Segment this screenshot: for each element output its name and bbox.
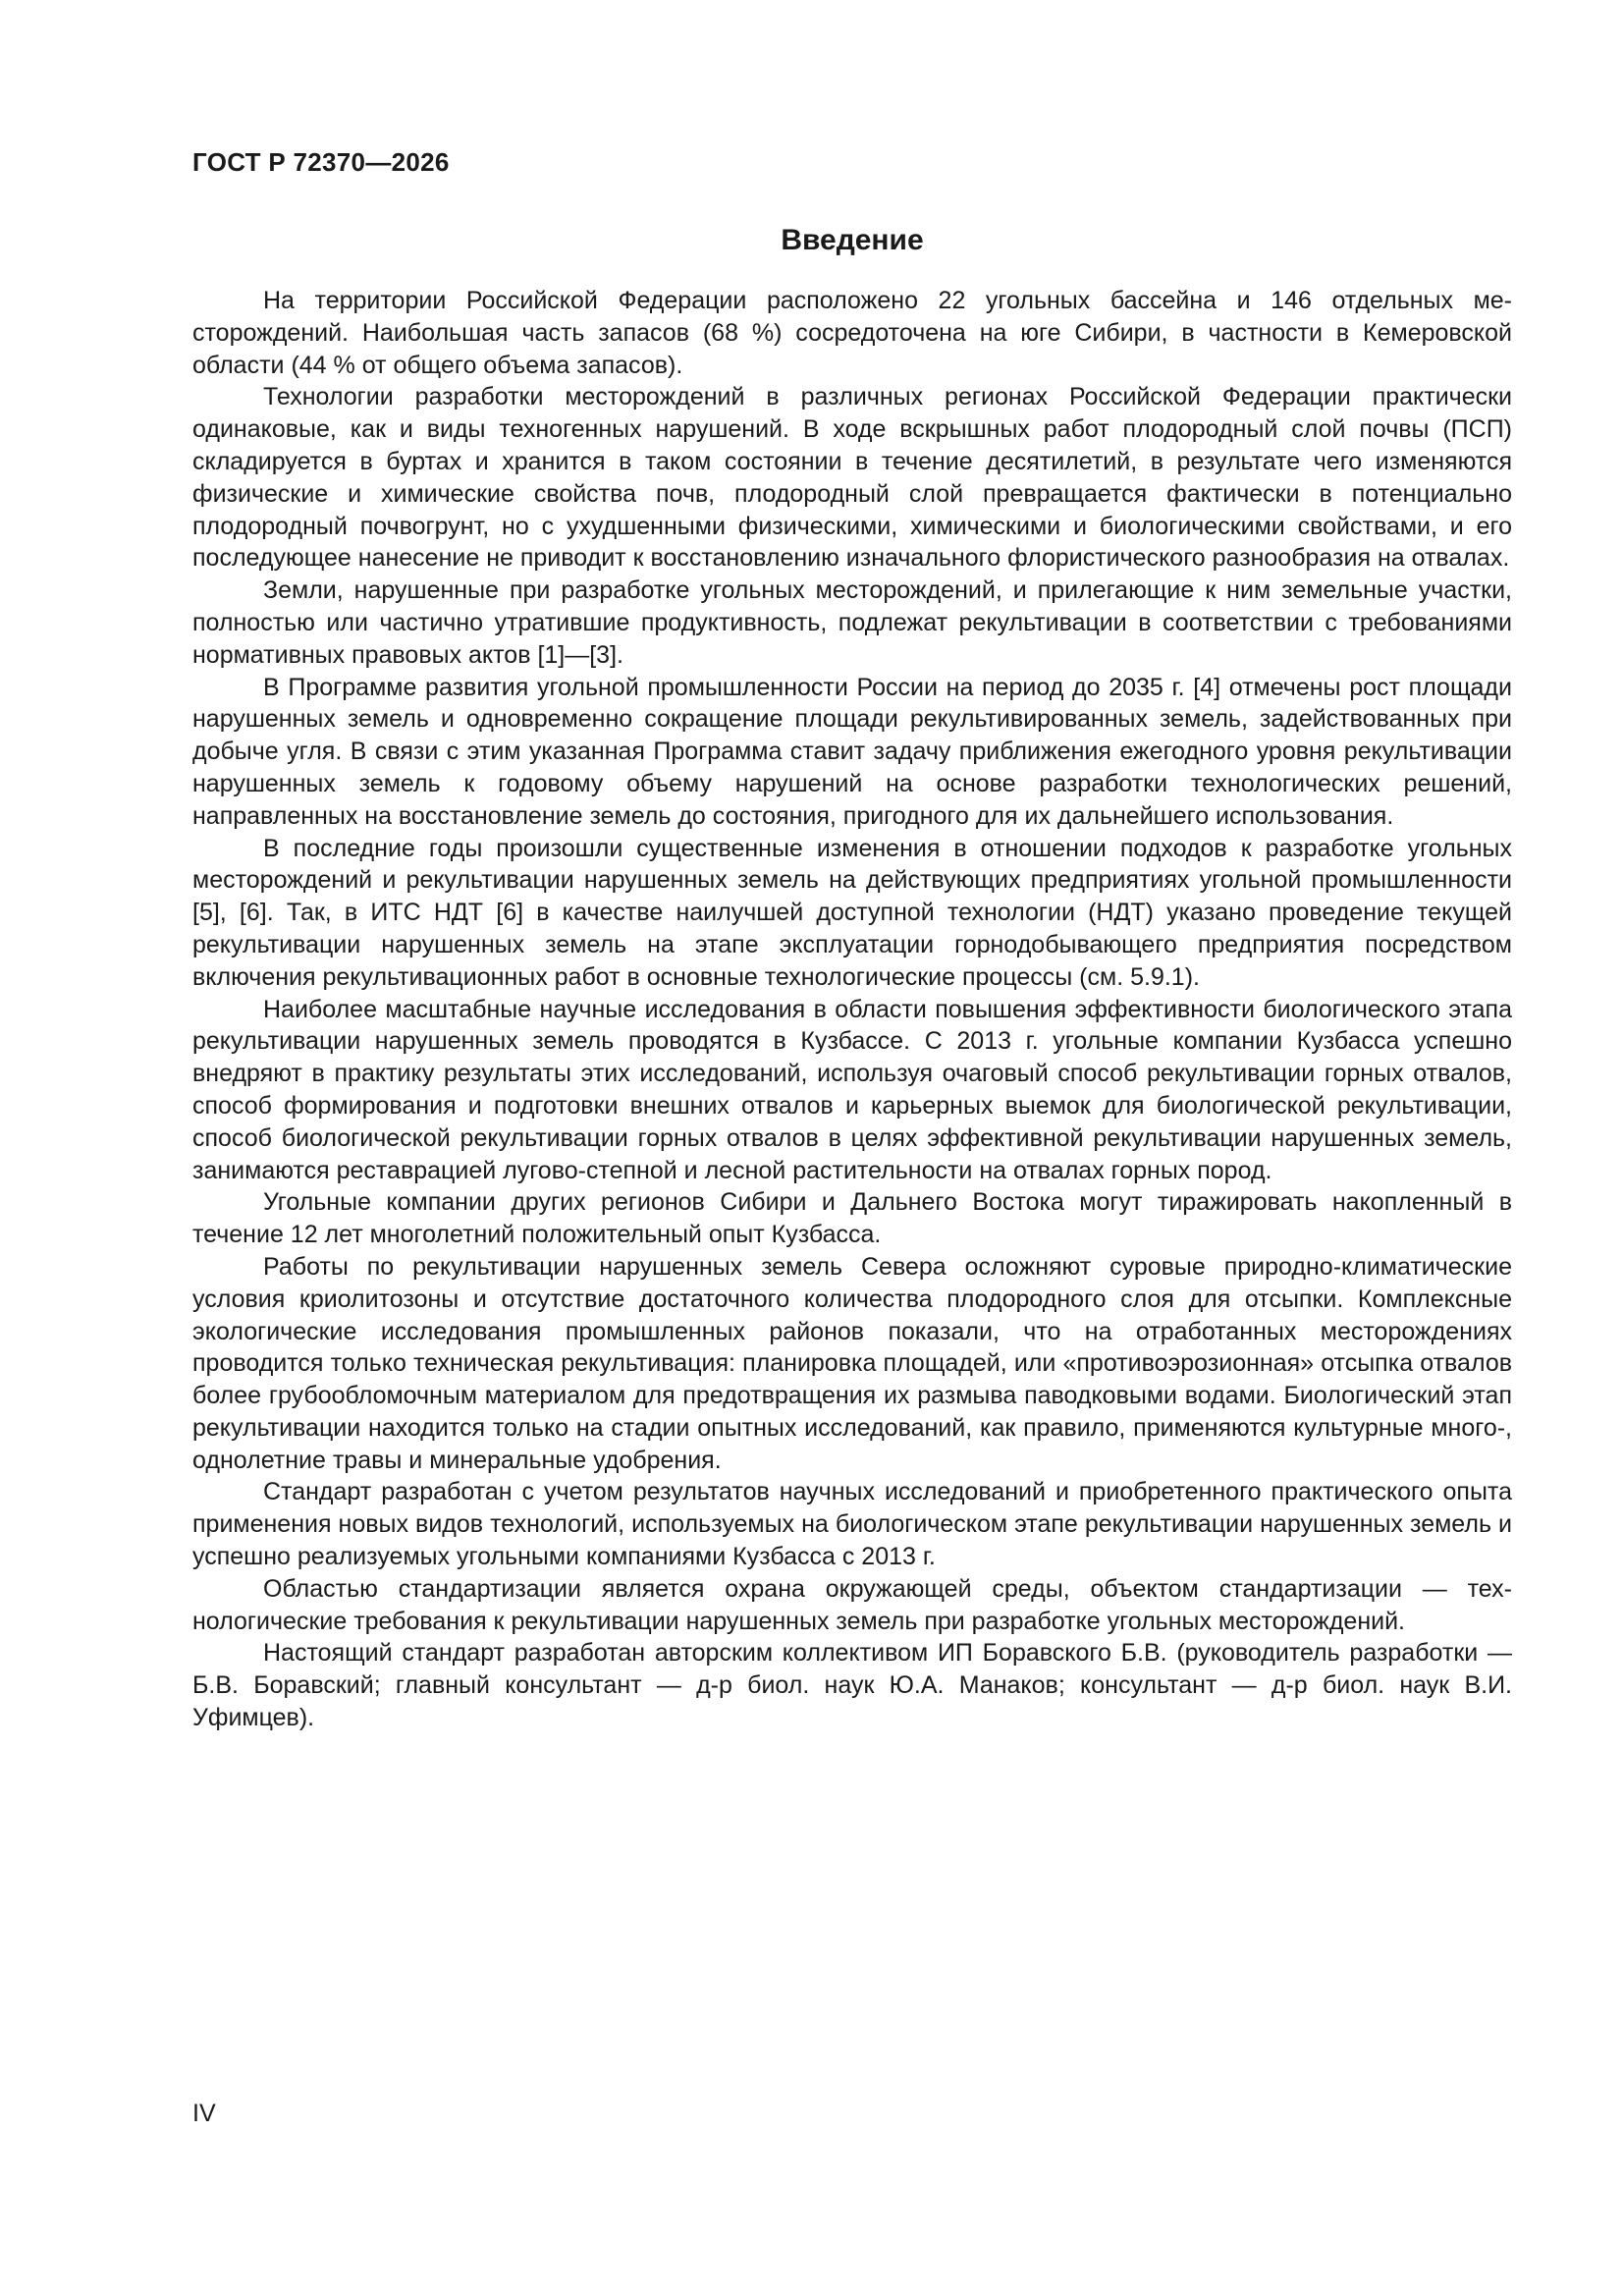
paragraph: Наиболее масштабные научные исследования в области повышения эффективности биологического этапа рекультивации нарушенных земель проводятся в Кузбассе. С 2013 г. угольные компании Кузбасса успешно внедряют в практику результаты этих исследований, используя очаговый способ рекультивации горных отвалов, способ формирования и подготовки внешних отвалов и карьерных выемок для биологической рекультивации, способ биологической рекультивации горных отвалов в целях эффективной рекультивации нарушенных земель, занимаются реставрацией лугово-степной и лесной растительности на отвалах горных пород. bbox=[192, 995, 1512, 1184]
section-title: Введение bbox=[781, 224, 924, 256]
document-code: ГОСТ Р 72370—2026 bbox=[192, 147, 450, 177]
paragraph: Технологии разработки месторождений в различных регионах Российской Федерации практически одинаковые, как и виды техногенных нарушений. В ходе вскрышных работ плодородный слой почвы (ПСП) складируется в буртах и хранится в таком состоянии в течение десятилетий, в результате чего изменяются физические и химические свойства почв, плодородный слой превращается фактически в потенциально плодородный почвогрунт, но с ухудшенными физическими, химическими и биологическими свойствами, и его последующее нанесение не приводит к восстановлению изначального флористического разнообразия на отвалах. bbox=[192, 383, 1512, 573]
section-body bbox=[192, 285, 1512, 1734]
paragraph: Стандарт разработан с учетом результатов научных исследований и приобретенного практического опыта применения новых видов технологий, используемых на биологическом этапе рекультивации нарушенных земель и успешно реализуемых угольными компаниями Кузбасса с 2013 г. bbox=[192, 1478, 1512, 1571]
paragraph: Работы по рекультивации нарушенных земель Севера осложняют суровые природно-климатические условия криолитозоны и отсутствие достаточного количества плодородного слоя для отсыпки. Комплексные экологические исследования промышленных районов показали, что на отработанных месторождениях проводится только техническая рекультивация: планировка площадей, или «противоэрозионная» отсыпка отвалов более грубообломочным материалом для предотвращения их размыва паводковыми водами. Биологический этап рекультивации находится только на стадии опытных исследований, как правило, применяются культурные много-, однолетние травы и минеральные удобрения. bbox=[192, 1252, 1512, 1474]
paragraph: В Программе развития угольной промышленности России на период до 2035 г. [4] отмечены рост площади нарушенных земель и одновременно сокращение площади рекультивированных земель, задействованных при добыче угля. В связи с этим указанная Программа ставит задачу приближения ежегодного уровня рекультивации нарушенных земель к годовому объему нарушений на основе разработки технологических решений, направленных на восстановление земель до состояния, пригодного для их дальнейшего использования. bbox=[192, 673, 1512, 830]
page-number: IV bbox=[192, 2100, 216, 2127]
paragraph: Областью стандартизации является охрана окружающей среды, объектом стандартизации — технологические требования к рекультивации нарушенных земель при разработке угольных месторождений. bbox=[192, 1574, 1512, 1635]
paragraph: В последние годы произошли существенные изменения в отношении подходов к разработке угольных месторождений и рекультивации нарушенных земель на действующих предприятиях угольной промышленности [5], [6]. Так, в ИТС НДТ [6] в качестве наилучшей доступной технологии (НДТ) указано проведение текущей рекультивации нарушенных земель на этапе эксплуатации горнодобывающего предприятия посредством включения рекультивационных работ в основные технологические процессы (см. 5.9.1). bbox=[192, 834, 1512, 991]
paragraph: Земли, нарушенные при разработке угольных месторождений, и прилегающие к ним земельные участки, полностью или частично утратившие продуктивность, подлежат рекультивации в соответствии с требованиями нормативных правовых актов [1]—[3]. bbox=[192, 576, 1512, 669]
paragraph: На территории Российской Федерации расположено 22 угольных бассейна и 146 отдельных месторождений. Наибольшая часть запасов (68 %) сосредоточена на юге Сибири, в частности в Кемеровской области (44 % от общего объема запасов). bbox=[192, 287, 1512, 379]
paragraph: Угольные компании других регионов Сибири и Дальнего Востока могут тиражировать накопленный в течение 12 лет многолетний положительный опыт Кузбасса. bbox=[192, 1188, 1512, 1249]
paragraph: Настоящий стандарт разработан авторским коллективом ИП Боравского Б.В. (руководитель разработки — Б.В. Боравский; главный консультант — д-р биол. наук Ю.А. Манаков; консультант — д-р биол. наук В.И. Уфимцев). bbox=[192, 1639, 1512, 1732]
